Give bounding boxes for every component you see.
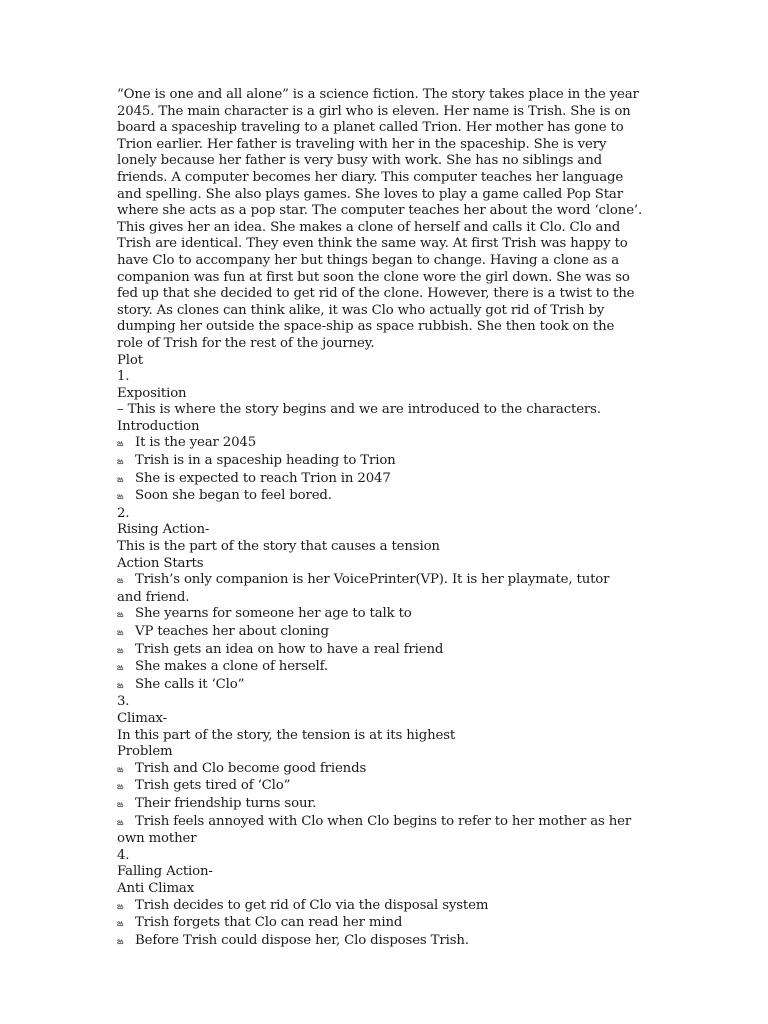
list-item <box>117 453 657 471</box>
list-item-text: Trish feels annoyed with Clo when Clo begins to refer to her mother as her <box>135 813 632 829</box>
summary-line: “One is one and all alone” is a science fiction. The story takes place in the year <box>117 87 639 102</box>
summary-line: companion was fun at first but soon the clone wore the girl down. She was so <box>117 269 630 285</box>
list-item <box>117 606 657 624</box>
summary-line: Trion earlier. Her father is traveling with her in the spaceship. She is very <box>117 136 607 152</box>
section-title: Falling Action- <box>117 864 213 880</box>
list-item <box>117 898 657 916</box>
list-item <box>117 435 657 453</box>
list-item <box>117 761 657 779</box>
bullet-icon: ఙ <box>117 764 124 775</box>
list-item-text: Their friendship turns sour. <box>135 795 317 811</box>
bullet-icon: ఙ <box>117 936 124 947</box>
bullet-icon: ఙ <box>117 439 124 450</box>
list-item-text: Trish gets tired of ‘Clo” <box>135 778 291 794</box>
bullet-icon: ఙ <box>117 919 124 930</box>
list-item <box>117 915 657 933</box>
list-item-text: Trish forgets that Clo can read her mind <box>135 915 403 931</box>
summary-line: where she acts as a pop star. The computer teaches her about the word ‘clone’. <box>117 203 643 219</box>
list-item-text: VP teaches her about cloning <box>135 624 329 639</box>
section-description: In this part of the story, the tension is at its highest <box>117 727 456 743</box>
section-number: 3. <box>117 694 130 710</box>
list-item <box>117 659 657 677</box>
list-item-text: She is expected to reach Trion in 2047 <box>135 470 391 486</box>
bullet-icon: ఙ <box>117 645 124 656</box>
bullet-icon: ఙ <box>117 663 124 674</box>
section-number: 1. <box>117 369 130 385</box>
plot-section-climax <box>117 694 657 847</box>
list-item-text: Trish’s only companion is her VoicePrinter(VP). It is her playmate, tutor <box>135 572 610 588</box>
bullet-icon: ఙ <box>117 799 124 810</box>
list-item <box>117 642 657 660</box>
list-item-text: It is the year 2045 <box>135 435 257 451</box>
bullet-icon: ఙ <box>117 680 124 691</box>
section-description: – This is where the story begins and we are introduced to the characters. <box>117 402 601 418</box>
list-item <box>117 624 657 642</box>
summary-line: fed up that she decided to get rid of the clone. However, there is a twist to the <box>117 286 635 302</box>
list-item-text: She yearns for someone her age to talk to <box>135 606 412 622</box>
section-subheading: Action Starts <box>117 555 204 571</box>
document-page <box>117 87 657 950</box>
summary-line: role of Trish for the rest of the journey. <box>117 335 375 351</box>
list-item-text: She makes a clone of herself. <box>135 659 329 675</box>
list-item-text: Trish and Clo become good friends <box>135 760 367 776</box>
list-item-continuation: and friend. <box>117 589 190 605</box>
bullet-icon: ఙ <box>117 817 124 828</box>
list-item-text: She calls it ‘Clo” <box>135 676 245 692</box>
bullet-icon: ఙ <box>117 628 124 638</box>
summary-line: dumping her outside the space-ship as space rubbish. She then took on the <box>117 319 615 335</box>
story-summary <box>117 87 657 353</box>
bullet-icon: ఙ <box>117 901 124 912</box>
plot-section-rising-action <box>117 506 657 695</box>
summary-line: Trish are identical. They even think the same way. At first Trish was happy to <box>117 236 628 252</box>
summary-line: 2045. The main character is a girl who is eleven. Her name is Trish. She is on <box>117 103 631 119</box>
summary-line: This gives her an idea. She makes a clone of herself and calls it Clo. Clo and <box>117 219 621 235</box>
bullet-icon: ఙ <box>117 474 124 485</box>
summary-line: and spelling. She also plays games. She loves to play a game called Pop Star <box>117 186 623 202</box>
plot-section-falling-action <box>117 848 657 951</box>
list-item <box>117 677 657 695</box>
plot-section-exposition <box>117 369 657 506</box>
section-number: 4. <box>117 847 130 863</box>
summary-line: board a spaceship traveling to a planet called Trion. Her mother has gone to <box>117 120 624 136</box>
section-title: Rising Action- <box>117 522 210 538</box>
summary-line: story. As clones can think alike, it was Clo who actually got rid of Trish by <box>117 302 605 318</box>
section-title: Exposition <box>117 385 187 401</box>
list-item <box>117 814 657 832</box>
summary-line: friends. A computer becomes her diary. This computer teaches her language <box>117 169 624 185</box>
section-subheading: Introduction <box>117 418 200 434</box>
list-item-text: Trish gets an idea on how to have a real friend <box>135 641 444 657</box>
bullet-icon: ఙ <box>117 782 124 793</box>
summary-line: lonely because her father is very busy with work. She has no siblings and <box>117 153 602 169</box>
list-item <box>117 796 657 814</box>
section-description: This is the part of the story that causes a tension <box>117 539 440 555</box>
list-item <box>117 471 657 489</box>
plot-heading: Plot <box>117 352 143 368</box>
section-subheading: Problem <box>117 744 173 760</box>
bullet-icon: ఙ <box>117 576 124 587</box>
bullet-icon: ఙ <box>117 610 124 621</box>
list-item <box>117 778 657 796</box>
section-title: Climax- <box>117 710 167 726</box>
section-subheading: Anti Climax <box>117 880 195 896</box>
summary-line: have Clo to accompany her but things began to change. Having a clone as a <box>117 252 620 268</box>
list-item-text: Trish decides to get rid of Clo via the disposal system <box>135 897 489 913</box>
list-item-continuation: own mother <box>117 831 197 847</box>
section-number: 2. <box>117 505 130 521</box>
bullet-icon: ఙ <box>117 492 124 503</box>
list-item-text: Soon she began to feel bored. <box>135 488 332 504</box>
list-item <box>117 488 657 506</box>
list-item-text: Trish is in a spaceship heading to Trion <box>135 453 396 469</box>
list-item-text: Before Trish could dispose her, Clo disposes Trish. <box>135 932 469 948</box>
bullet-icon: ఙ <box>117 457 124 468</box>
list-item <box>117 572 657 590</box>
list-item <box>117 933 657 951</box>
